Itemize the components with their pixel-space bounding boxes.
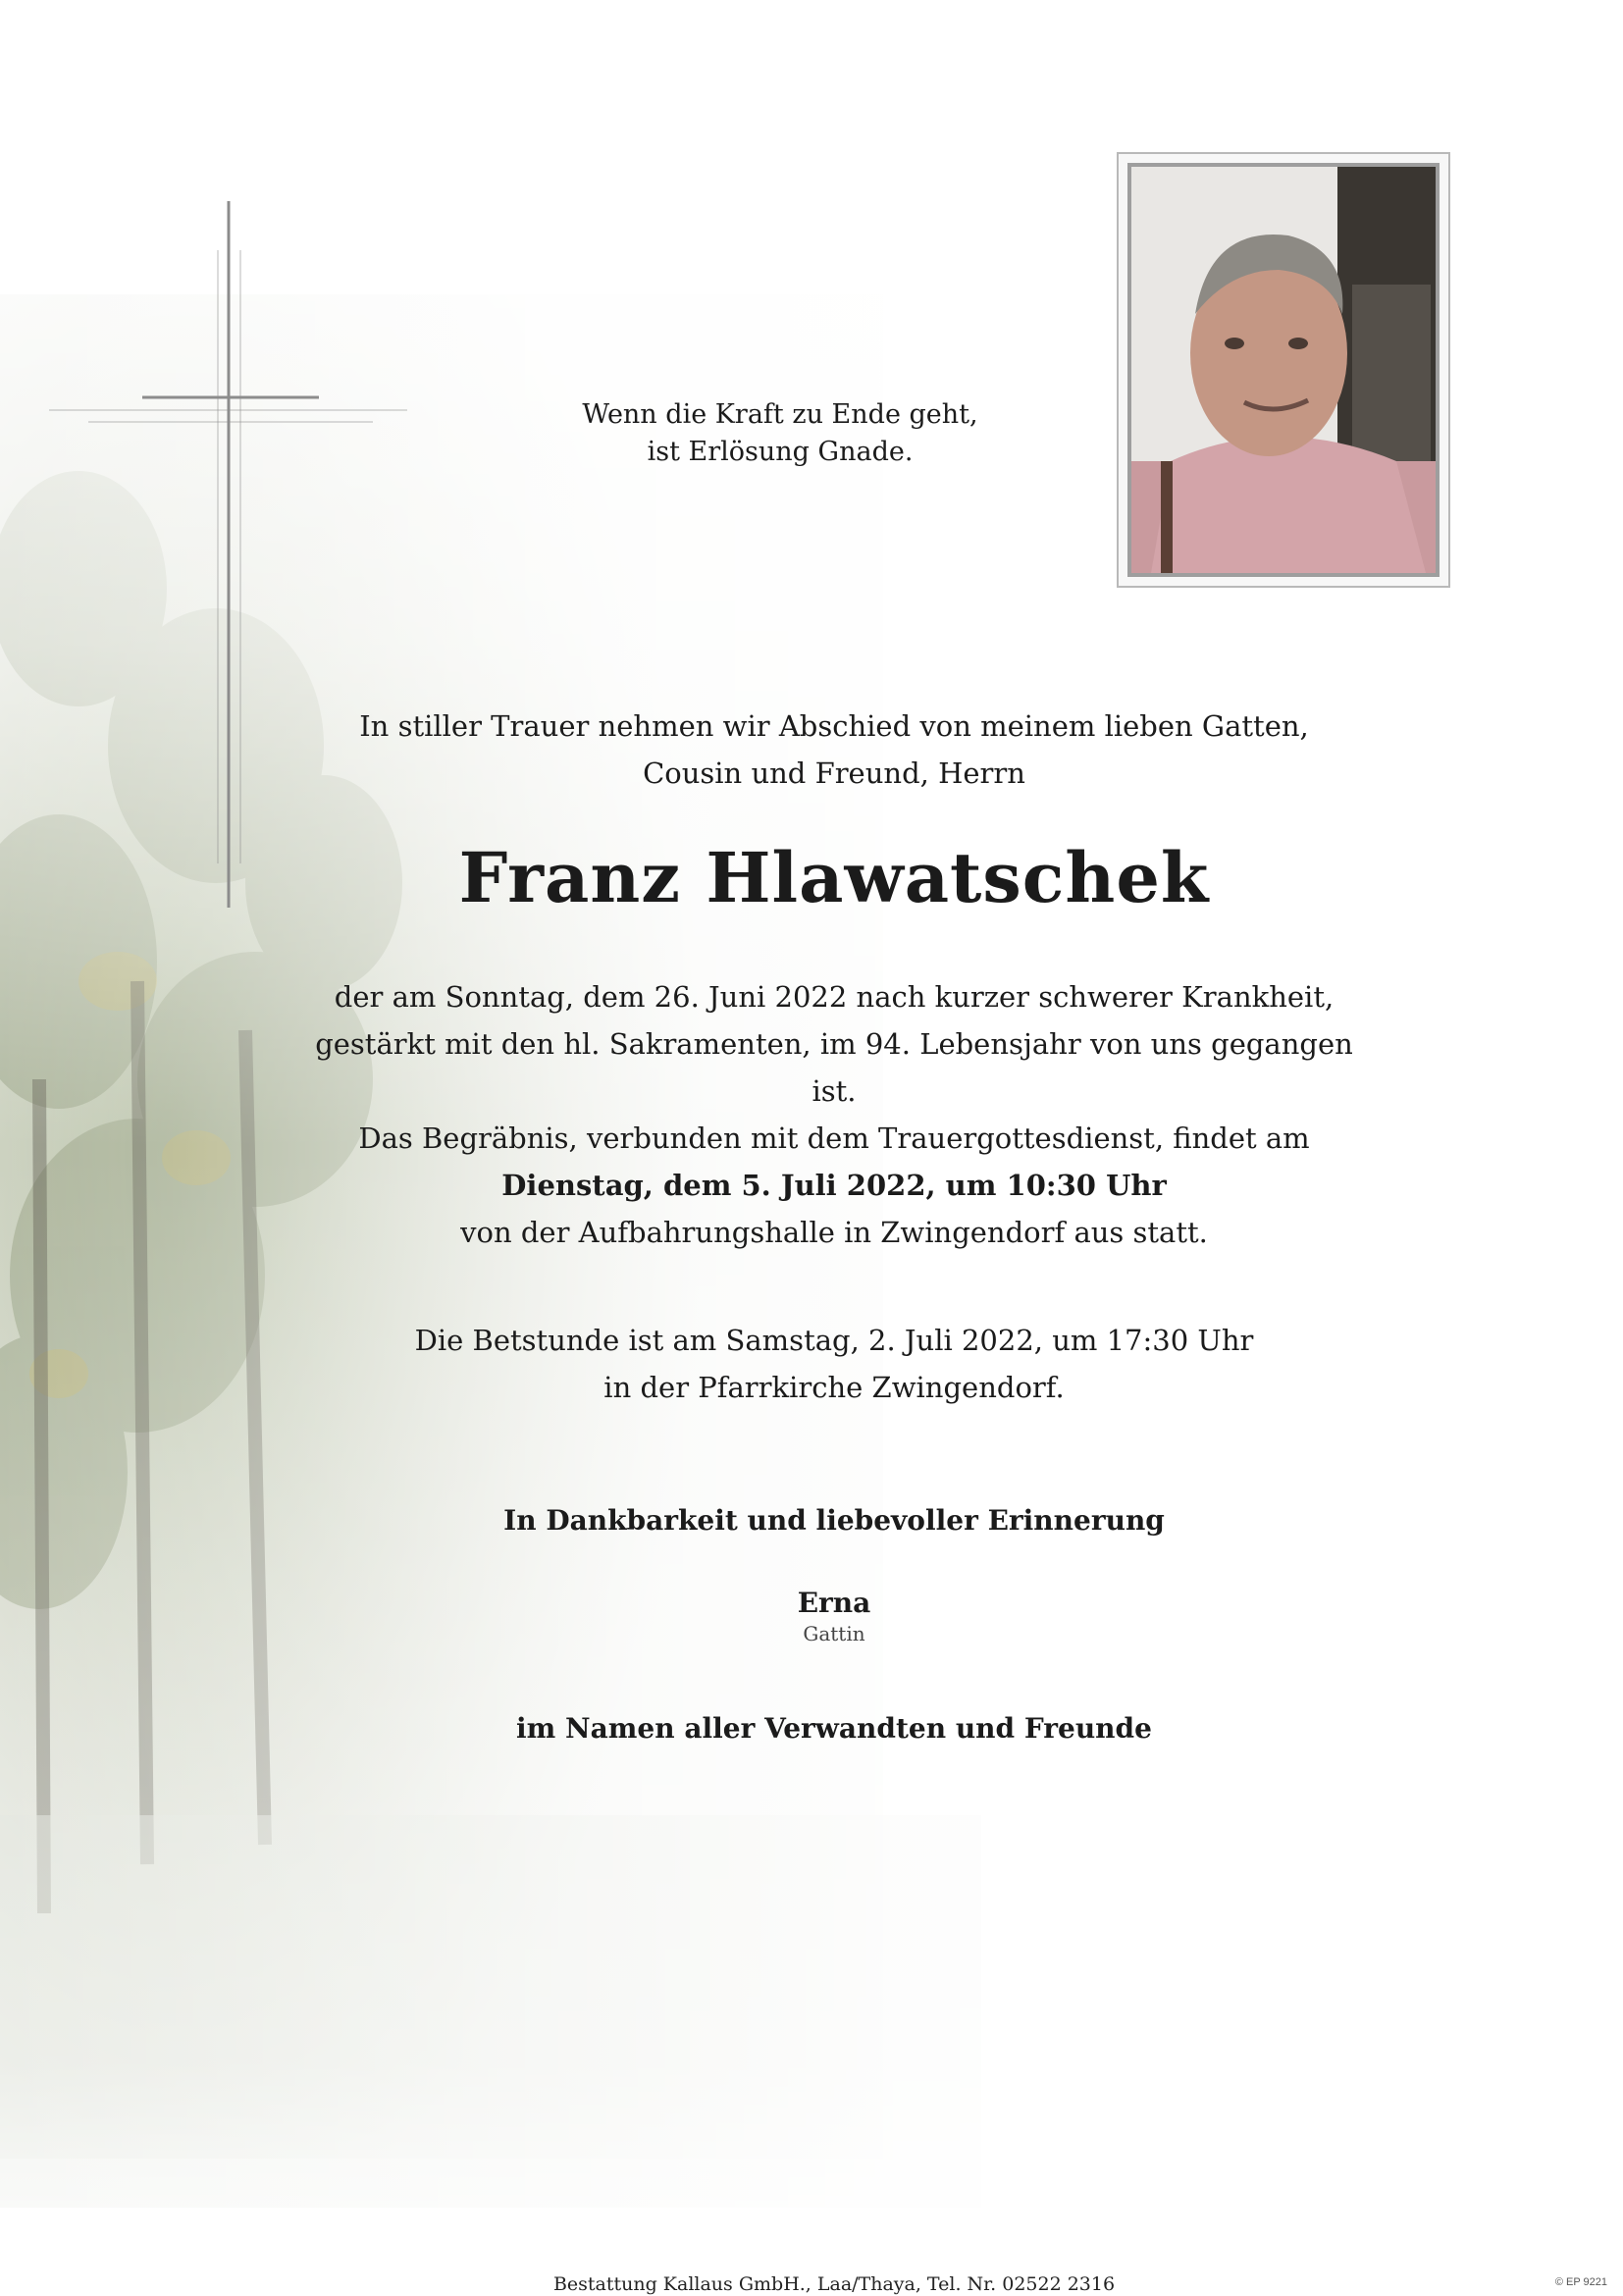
funeral-announcement <box>294 1115 1374 1256</box>
intro-line-1: In stiller Trauer nehmen wir Abschied von meinem lieben Gatten, <box>359 709 1309 743</box>
passing-line-2: gestärkt mit den hl. Sakramenten, im 94. Lebensjahr von uns gegangen ist. <box>315 1027 1353 1108</box>
funeral-home-footer: Bestattung Kallaus GmbH., Laa/Thaya, Tel. Nr. 02522 2316 <box>552 2273 1116 2295</box>
prayer-line-1: Die Betstunde ist am Samstag, 2. Juli 2022, um 17:30 Uhr <box>414 1324 1254 1357</box>
deceased-name: Franz Hlawatschek <box>458 837 1210 918</box>
motto-line-1: Wenn die Kraft zu Ende geht, <box>582 399 978 430</box>
portrait-photo <box>1127 163 1440 577</box>
gratitude-heading: In Dankbarkeit und liebevoller Erinnerung <box>503 1504 1165 1537</box>
signatory-name: Erna <box>797 1587 871 1619</box>
intro-line-2: Cousin und Freund, Herrn <box>643 757 1025 790</box>
funeral-date-time: Dienstag, dem 5. Juli 2022, um 10:30 Uhr <box>501 1169 1167 1202</box>
motto-verse <box>550 396 1011 471</box>
passing-text <box>294 973 1374 1115</box>
motto-line-2: ist Erlösung Gnade. <box>647 437 914 467</box>
portrait-frame <box>1117 152 1450 588</box>
closing-line: im Namen aller Verwandten und Freunde <box>516 1712 1152 1745</box>
prayer-line-2: in der Pfarrkirche Zwingendorf. <box>603 1371 1065 1404</box>
passing-line-1: der am Sonntag, dem 26. Juni 2022 nach kurzer schwerer Krankheit, <box>334 980 1335 1014</box>
funeral-line-1: Das Begräbnis, verbunden mit dem Trauergottesdienst, findet am <box>358 1122 1310 1155</box>
signatory-role: Gattin <box>803 1622 865 1645</box>
funeral-line-3: von der Aufbahrungshalle in Zwingendorf aus statt. <box>460 1216 1208 1249</box>
intro-text <box>294 703 1374 797</box>
reference-code: © EP 9221 <box>1554 2276 1607 2288</box>
prayer-hour-announcement <box>294 1317 1374 1411</box>
